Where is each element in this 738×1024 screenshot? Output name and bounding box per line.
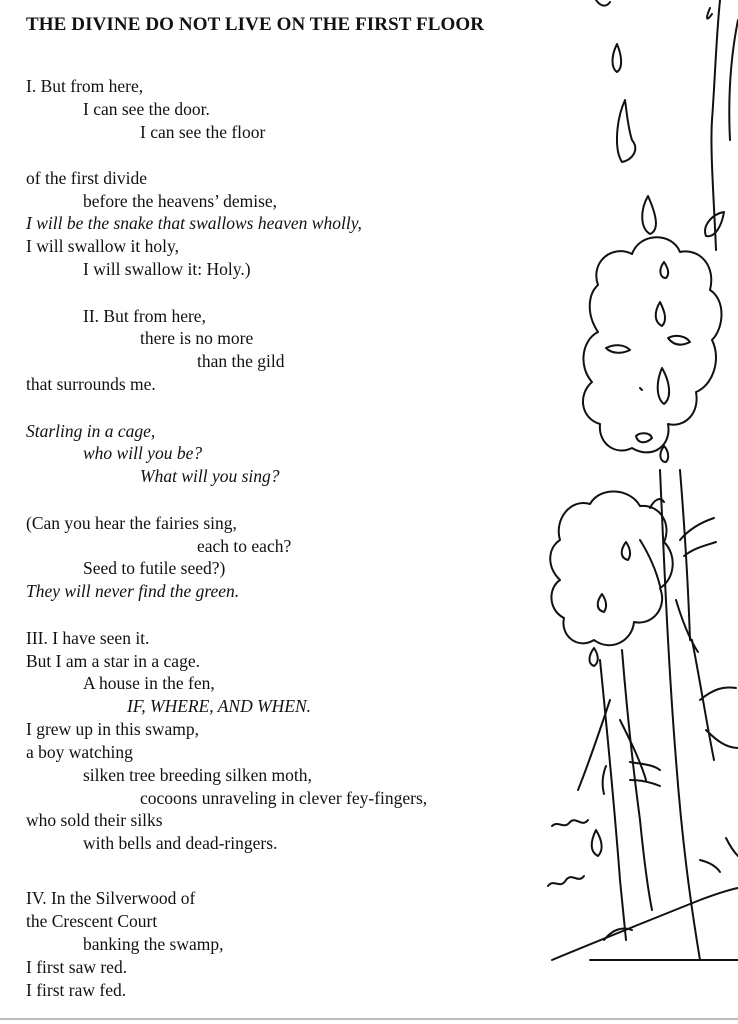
poem-line: before the heavens’ demise,: [83, 191, 278, 211]
poem-line: IV. In the Silverwood of: [26, 888, 196, 908]
poem-line: But I am a star in a cage.: [26, 651, 200, 671]
poem-line: the Crescent Court: [26, 911, 158, 931]
poem-line: who sold their silks: [26, 810, 163, 830]
poem-line: (Can you hear the fairies sing,: [26, 513, 237, 533]
poem-line: I first saw red.: [26, 957, 128, 977]
poem-line: cocoons unraveling in clever fey-fingers,: [140, 788, 428, 808]
poem-line: A house in the fen,: [83, 673, 215, 693]
poem-line: than the gild: [197, 351, 285, 371]
poem-line: of the first divide: [26, 168, 148, 188]
poem-line: a boy watching: [26, 742, 133, 762]
poem-line: who will you be?: [83, 443, 203, 463]
poem-line: IF, WHERE, AND WHEN.: [127, 696, 312, 716]
poem-line: I will swallow it: Holy.): [83, 259, 251, 279]
poem-line: I grew up in this swamp,: [26, 719, 200, 739]
poem-line: II. But from here,: [83, 306, 206, 326]
poem-line: that surrounds me.: [26, 374, 156, 394]
tree-illustration: [540, 0, 738, 1024]
poem-line: What will you sing?: [140, 466, 280, 486]
poem-line: I can see the door.: [83, 99, 210, 119]
poem-line: with bells and dead-ringers.: [83, 833, 278, 853]
poem-line: silken tree breeding silken moth,: [83, 765, 312, 785]
poem-line: each to each?: [197, 536, 292, 556]
poem-line: I will be the snake that swallows heaven wholly,: [26, 213, 362, 233]
poem-title: THE DIVINE DO NOT LIVE ON THE FIRST FLOOR: [26, 14, 485, 35]
poem-line: Seed to futile seed?): [83, 558, 226, 578]
poem-line: I will swallow it holy,: [26, 236, 179, 256]
poem-line: III. I have seen it.: [26, 628, 150, 648]
poem-line: I. But from here,: [26, 76, 144, 96]
poem-line: I first raw fed.: [26, 980, 127, 1000]
poem-line: Starling in a cage,: [26, 421, 156, 441]
poem-line: They will never find the green.: [26, 581, 240, 601]
page-bottom-edge: [0, 1018, 738, 1020]
poem-line: I can see the floor: [140, 122, 266, 142]
poem-line: there is no more: [140, 328, 254, 348]
poem-line: banking the swamp,: [83, 934, 224, 954]
